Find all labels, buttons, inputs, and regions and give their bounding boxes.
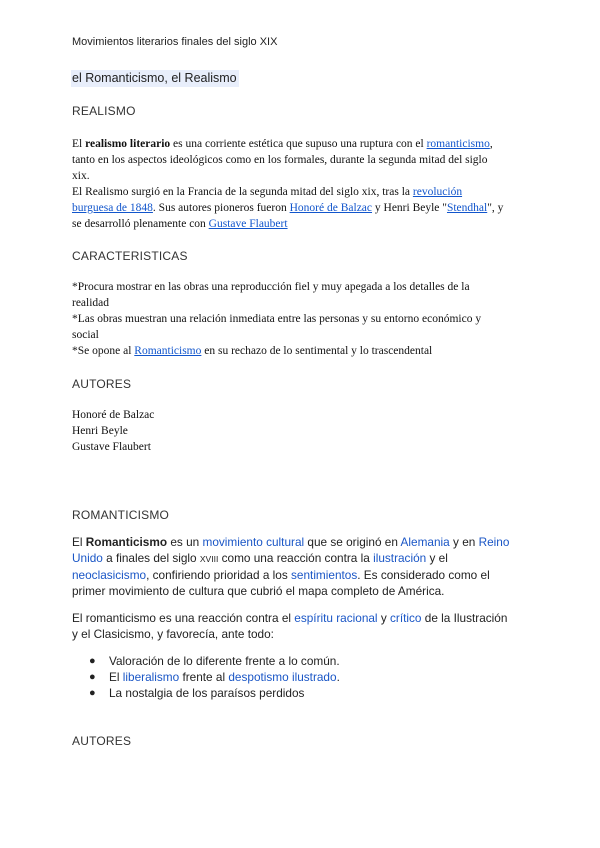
text: xix. (72, 170, 90, 182)
text: El (72, 535, 86, 549)
century-numeral: XVIII (199, 554, 219, 564)
text: es una corriente estética que supuso una ruptura con el (170, 138, 427, 150)
text: de la Ilustración (421, 611, 508, 625)
link-sentimientos[interactable]: sentimientos (291, 568, 358, 582)
text: como una reacción contra la (218, 551, 374, 565)
text: a finales del siglo (102, 551, 200, 565)
text: y (377, 611, 391, 625)
link-liberalismo[interactable]: liberalismo (122, 670, 180, 684)
list-caracteristicas (72, 279, 532, 359)
text: , (489, 138, 493, 150)
link-reino-unido[interactable]: Reino (478, 535, 510, 549)
text: La nostalgia de los paraísos perdidos (109, 686, 305, 700)
bullet-icon: ● (89, 687, 96, 699)
text: ", y (487, 202, 504, 214)
link-honore-de-balzac[interactable]: Honoré de Balzac (289, 202, 373, 214)
caracteristica-item: *Procura mostrar en las obras una reproducción fiel y muy apegada a los detalles de la (72, 281, 470, 293)
link-romanticismo[interactable]: romanticismo (426, 138, 490, 150)
text: El Realismo surgió en la Francia de la segunda mitad del siglo xix, tras la (72, 186, 413, 198)
bullet-icon: ● (89, 671, 96, 683)
author-item: Henri Beyle (72, 425, 128, 437)
text: *Se opone al (72, 345, 135, 357)
link-gustave-flaubert[interactable]: Gustave Flaubert (208, 218, 288, 230)
link-ilustracion[interactable]: ilustración (373, 551, 427, 565)
text: . (336, 670, 340, 684)
heading-autores-realismo: AUTORES (72, 377, 132, 391)
document-subtitle: el Romanticismo, el Realismo (72, 71, 237, 85)
link-neoclasicismo[interactable]: neoclasicismo (72, 568, 147, 582)
caracteristica-item-cont: realidad (72, 297, 110, 309)
document-header: Movimientos literarios finales del siglo XIX (72, 36, 278, 48)
link-despotismo-ilustrado[interactable]: despotismo ilustrado (228, 670, 337, 684)
heading-realismo: REALISMO (72, 104, 136, 118)
bullet-icon: ● (89, 655, 96, 667)
text: Valoración de lo diferente frente a lo común. (109, 654, 340, 668)
text: que se originó en (304, 535, 401, 549)
text: primer movimiento de cultura que cubrió el mapa completo de América. (72, 584, 445, 598)
paragraph-realismo-intro (72, 136, 532, 232)
paragraph-romanticismo-reaccion (72, 610, 532, 642)
heading-romanticismo: ROMANTICISMO (72, 508, 170, 522)
caracteristica-item-cont: social (72, 329, 99, 341)
text: El romanticismo es una reacción contra el (72, 611, 295, 625)
text: y el Clasicismo, y favorecía, ante todo: (72, 627, 274, 641)
paragraph-romanticismo-intro (72, 534, 532, 599)
text: frente al (179, 670, 229, 684)
list-item (72, 669, 340, 685)
list-autores-realismo (72, 407, 532, 455)
link-stendhal[interactable]: Stendhal (446, 202, 488, 214)
bullet-list-romanticismo (72, 653, 340, 701)
list-item (72, 685, 340, 701)
text: se desarrolló plenamente con (72, 218, 209, 230)
bold-realismo-literario: realismo literario (85, 138, 171, 150)
caracteristica-item: *Las obras muestran una relación inmediata entre las personas y su entorno económico y (72, 313, 482, 325)
text: El (72, 138, 86, 150)
link-revolucion-burguesa[interactable]: revolución (412, 186, 463, 198)
link-espiritu-racional[interactable]: espíritu racional (294, 611, 378, 625)
author-item: Gustave Flaubert (72, 441, 151, 453)
text: y el (426, 551, 448, 565)
text: y Henri Beyle " (372, 202, 447, 214)
link-alemania[interactable]: Alemania (400, 535, 450, 549)
text: en su rechazo de lo sentimental y lo trascendental (201, 345, 433, 357)
link-critico[interactable]: crítico (390, 611, 422, 625)
text: tanto en los aspectos ideológicos como en los formales, durante la segunda mitad del siglo (72, 154, 488, 166)
heading-caracteristicas: CARACTERISTICAS (72, 249, 188, 263)
link-revolucion-burguesa-cont[interactable]: burguesa de 1848 (72, 202, 153, 214)
author-item: Honoré de Balzac (72, 409, 155, 421)
list-item (72, 653, 340, 669)
bold-romanticismo: Romanticismo (85, 535, 168, 549)
heading-autores-romanticismo: AUTORES (72, 734, 132, 748)
link-movimiento-cultural[interactable]: movimiento cultural (202, 535, 305, 549)
text: y en (449, 535, 479, 549)
link-romanticismo-2[interactable]: Romanticismo (134, 345, 202, 357)
text: , confiriendo prioridad a los (146, 568, 292, 582)
text: . Sus autores pioneros fueron (152, 202, 290, 214)
link-reino-unido-cont[interactable]: Unido (72, 551, 103, 565)
text: El (109, 670, 123, 684)
text: es un (167, 535, 203, 549)
text: . Es considerado como el (357, 568, 490, 582)
